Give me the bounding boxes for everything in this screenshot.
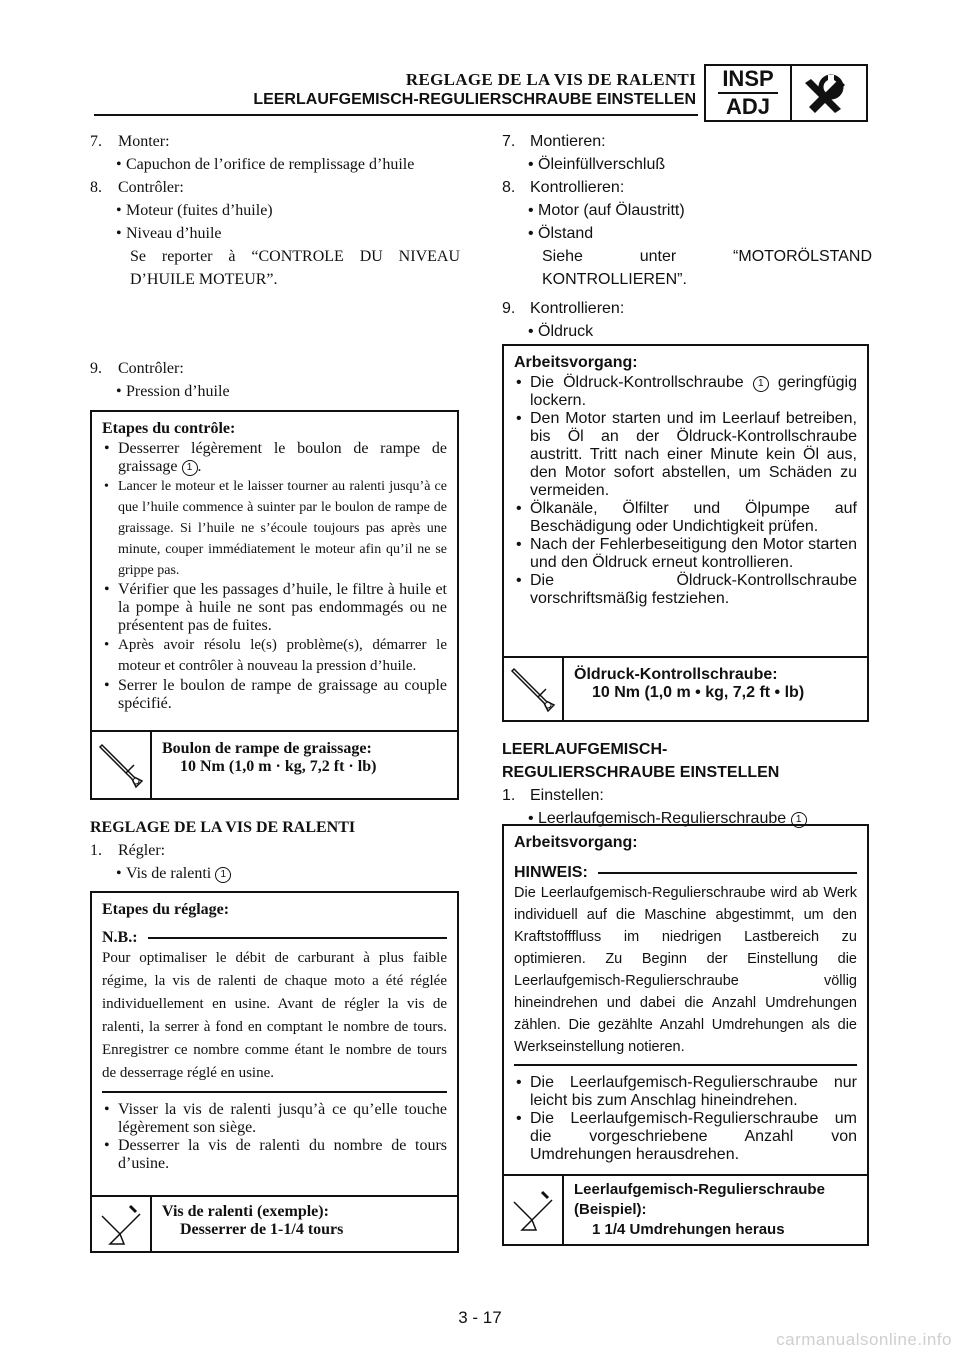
de-step-8-item-1: • Motor (auf Ölaustritt) [502,199,872,222]
de-note-text: Die Leerlaufgemisch-Regulierschraube wird ab Werk individuell auf die Maschine abgestimmt, um den Kraftstofffluss im niedrigen Lastbereich zu optimieren. Zu Beginn der Einstellung die Leerlaufgemisch-Regulierschraube völlig hineindrehen und dabei die Anzahl Umdrehungen zählen. Die gezählte Anzahl Umdrehungen als die Werkseinstellung notieren. [514,882,857,1066]
header-title-de: LEERLAUFGEMISCH-REGULIERSCHRAUBE EINSTELLEN [253,91,696,108]
page-number: 3 - 17 [458,1308,502,1327]
de-procedure-box-check [502,344,869,722]
de-step-7: 7. Montieren: [502,133,606,150]
de-step-8-reference: Siehe unter “MOTORÖLSTAND KONTROLLIEREN”. [542,248,872,288]
fr-adjust-item: • Vis de ralenti 1 [90,862,460,885]
header-title-fr: REGLAGE DE LA VIS DE RALENTI [405,70,696,89]
de-box1-item-3: • Ölkanäle, Ölfilter und Ölpumpe auf Beschädigung oder Undichtigkeit prüfen. [514,500,857,536]
callout-marker: 1 [182,460,198,476]
fr-box2-item-2: • Desserrer la vis de ralenti du nombre de tours d’usine. [102,1137,447,1173]
fr-box1-item-2: • Lancer le moteur et le laisser tourner au ralenti jusqu’à ce que l’huile commence à suinter par le boulon de rampe de graissage. Si l’huile ne s’écoule toujours pas après une minute, couper immédiatement le moteur afin qu’il ne se grippe pas. [102,476,447,581]
de-box2-title: Arbeitsvorgang: [514,834,638,851]
de-step-8: 8. Kontrollieren: [502,179,625,196]
fr-note-text: Pour optimaliser le débit de carburant à plus faible régime, la vis de ralenti de chaque moto a été réglée individuellement en usine. Avant de régler la vis de ralenti, la serrer à fond en comptant le nombre de tours. Enregistrer ce nombre comme étant le nombre de tours de desserrage réglé en usine. [102,947,447,1093]
fr-box2-spec [92,1195,457,1253]
fr-step-9-item: • Pression d’huile [90,380,460,403]
fr-step-9: 9. Contrôler: [90,360,184,377]
callout-marker: 1 [753,376,769,392]
fr-box1-title: Etapes du contrôle: [102,420,236,437]
fr-box1-item-4: • Après avoir résolu le(s) problème(s), démarrer le moteur et contrôler à nouveau la pression d’huile. [102,635,447,677]
badge-top: INSP [722,66,774,91]
section-badge [704,64,868,122]
de-box1-spec [504,656,867,722]
fr-box2-spec-text: Vis de ralenti (exemple): Desserrer de 1-1/4 tours [162,1203,344,1238]
fr-step-8-item-2: • Niveau d’huile [90,222,460,245]
french-step-9 [90,357,460,403]
de-step-8-item-2: • Ölstand [502,222,872,245]
de-section-title-1: LEERLAUFGEMISCH- [502,741,668,758]
screwdriver-gauge-icon [92,1197,152,1253]
header-rule [94,114,698,116]
fr-note-heading: N.B.: [102,929,447,947]
fr-step-7-item: • Capuchon de l’orifice de remplissage d’huile [90,153,460,176]
fr-step-7: 7. Monter: [90,133,170,150]
fr-box1-spec-text: Boulon de rampe de graissage: 10 Nm (1,0 m · kg, 7,2 ft · lb) [162,740,377,775]
fr-box2-title: Etapes du réglage: [102,901,230,918]
fr-box2-item-1: • Visser la vis de ralenti jusqu’à ce qu’elle touche légèrement son siège. [102,1101,447,1137]
fr-step-8: 8. Contrôler: [90,179,184,196]
fr-box1-item-3: • Vérifier que les passages d’huile, le filtre à huile et la pompe à huile ne sont pas endommagés ou ne présentent pas de fuites. [102,581,447,635]
de-box1-spec-text: Öldruck-Kontrollschraube: 10 Nm (1,0 m • kg, 7,2 ft • lb) [574,666,805,701]
badge-bottom: ADJ [725,94,770,119]
fr-section-title: REGLAGE DE LA VIS DE RALENTI [90,819,356,836]
fr-box1-item-5: • Serrer le boulon de rampe de graissage au couple spécifié. [102,677,447,713]
de-box1-item-4: • Nach der Fehlerbeseitigung den Motor starten und den Öldruck erneut kontrollieren. [514,536,857,572]
fr-box1-spec [92,730,457,800]
fr-section-idle [90,816,460,885]
de-adjust-step: 1. Einstellen: [502,787,604,804]
fr-procedure-box-adjust [90,891,459,1253]
de-box1-item-2: • Den Motor starten und im Leerlauf betreiben, bis Öl an der Öldruck-Kontrollschraube austritt. Tritt nach einer Minute kein Öl aus, den Motor sofort abstellen, um Schäden zu vermeiden. [514,410,857,500]
de-box2-item-2: • Die Leerlaufgemisch-Regulierschraube um die vorgeschriebene Anzahl von Umdrehungen herausdrehen. [514,1110,857,1164]
fr-step-8-reference: Se reporter à “CONTROLE DU NIVEAU D’HUILE MOTEUR”. [130,248,460,288]
page-header-titles [253,70,696,110]
de-box1-item-5: • Die Öldruck-Kontrollschraube vorschriftsmäßig festziehen. [514,572,857,608]
torque-wrench-icon [92,732,152,800]
badge-label [706,66,792,120]
de-box2-spec [504,1174,867,1246]
de-procedure-box-adjust [502,824,869,1246]
de-step-9: 9. Kontrollieren: [502,300,625,317]
de-step-7-item: • Öleinfüllverschluß [502,153,872,176]
german-column [502,130,872,343]
de-box2-item-1: • Die Leerlaufgemisch-Regulierschraube nur leicht bis zum Anschlag hineindrehen. [514,1074,857,1110]
torque-wrench-icon [504,658,564,722]
de-box1-item-1: • Die Öldruck-Kontrollschraube 1 geringfügig lockern. [514,374,857,410]
fr-procedure-box-check [90,410,459,800]
de-step-9-item: • Öldruck [502,320,872,343]
watermark: carmanualsonline.info [776,1330,952,1349]
de-box1-title: Arbeitsvorgang: [514,354,638,371]
fr-adjust-step: 1. Régler: [90,842,166,859]
callout-marker: 1 [791,812,807,828]
french-column [90,130,460,291]
de-adjust-item: • Leerlaufgemisch-Regulierschraube 1 [502,807,872,830]
de-box2-spec-text: Leerlaufgemisch-Regulierschraube (Beispiel): 1 1/4 Umdrehungen heraus [574,1181,825,1238]
screwdriver-gauge-icon [504,1176,564,1246]
callout-marker: 1 [215,867,231,883]
fr-box1-item-1: • Desserrer légèrement le boulon de rampe de graissage 1 . [102,440,447,476]
de-section-title-2: REGULIERSCHRAUBE EINSTELLEN [502,764,780,781]
wrench-screwdriver-icon [792,66,866,120]
de-note-heading: HINWEIS: [514,864,857,882]
fr-step-8-item-1: • Moteur (fuites d’huile) [90,199,460,222]
de-section-idle [502,738,872,830]
